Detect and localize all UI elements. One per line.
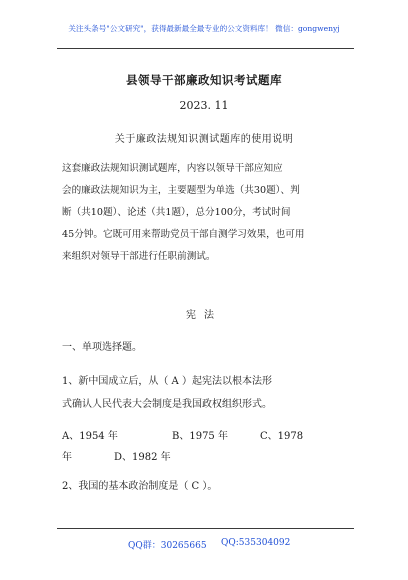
- question-1-line-1: 1、新中国成立后，从（ A ）起宪法以根本法形: [62, 376, 272, 387]
- question-1-option-d: D、1982 年: [114, 452, 171, 463]
- question-1-option-a: A、1954 年: [62, 431, 118, 442]
- intro-line: 来组织对领导干部进行任职前测试。: [62, 251, 216, 262]
- intro-line: 这套廉政法规知识测试题库，内容以领导干部应知应: [62, 163, 283, 174]
- question-1-line-2: 式确认人民代表大会制度是我国政权组织形式。: [62, 399, 272, 410]
- header-banner: 关注头条号"公文研究"，获得最新最全最专业的公文资料库！ 微信：gongwenyj: [68, 24, 340, 33]
- intro-line: 断（共10题）、论述（共1题），总分100分，考试时间: [62, 207, 291, 218]
- footer-qq-group: QQ群：30265665: [128, 541, 207, 551]
- footer-divider: [57, 528, 354, 529]
- document-subtitle: 关于廉政法规知识测试题库的使用说明: [114, 134, 294, 145]
- header-divider: [57, 48, 354, 49]
- question-1-option-c: C、1978: [260, 431, 304, 442]
- intro-line: 会的廉政法规知识为主，主要题型为单选（共30题）、判: [62, 185, 300, 196]
- document-title: 县领导干部廉政知识考试题库: [126, 73, 282, 87]
- intro-paragraph: [62, 158, 352, 268]
- document-date: 2023. 11: [179, 99, 229, 112]
- question-1-option-c-wrap: 年: [62, 452, 72, 463]
- question-1-option-b: B、1975 年: [172, 431, 228, 442]
- question-2: 2、我国的基本政治制度是（ C ）。: [62, 481, 218, 492]
- intro-line: 45分钟。它既可用来帮助党员干部自测学习效果，也可用: [62, 229, 305, 240]
- footer-qq: QQ:535304092: [221, 538, 291, 548]
- section-title: 宪法: [186, 310, 222, 321]
- part-heading: 一、单项选择题。: [62, 342, 142, 353]
